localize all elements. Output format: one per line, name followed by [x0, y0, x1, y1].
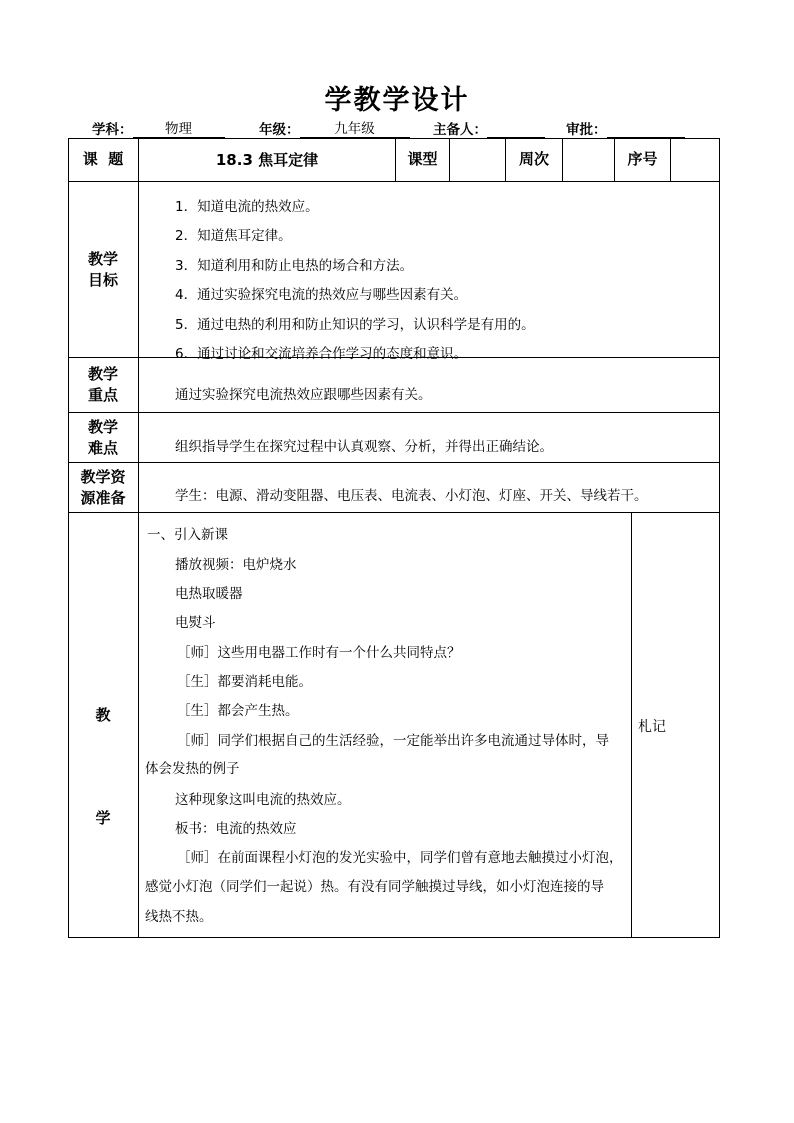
teaching-line: 电热取暖器: [175, 586, 243, 602]
teaching-line: ［师］这些用电器工作时有一个什么共同特点？: [177, 645, 461, 661]
seq-value-cell: [670, 138, 720, 181]
difficulties-label: 教学 难点: [87, 417, 118, 457]
teaching-line: 这种现象这叫电流的热效应。: [175, 792, 351, 808]
keypoints-cell: [138, 357, 720, 412]
resources-label: 教学资 源准备: [80, 467, 126, 507]
subject-field: [92, 118, 225, 138]
teaching-line: ［生］都要消耗电能。: [177, 674, 312, 690]
seq-label-cell: [614, 138, 670, 181]
grade-label: 年级：: [259, 122, 300, 138]
keypoints-text: 通过实验探究电流热效应跟哪些因素有关。: [175, 387, 432, 403]
notes-cell: [631, 512, 720, 938]
teaching-label-top: 教: [95, 706, 111, 724]
teaching-line: ［生］都会产生热。: [177, 703, 299, 719]
teaching-line: 线热不热。: [145, 909, 213, 925]
teaching-line: 感觉小灯泡（同学们一起说）热。有没有同学触摸过导线，如小灯泡连接的导: [145, 879, 604, 895]
preparer-value: [487, 122, 545, 138]
resources-label-cell: [68, 462, 138, 512]
teaching-line: 板书：电流的热效应: [175, 821, 297, 837]
grade-value: 九年级: [300, 122, 410, 138]
objective-item: 4．通过实验探究电流的热效应与哪些因素有关。: [175, 287, 468, 303]
subject-value: 物理: [133, 122, 225, 138]
review-value: [607, 122, 685, 138]
teaching-line: 播放视频：电炉烧水: [175, 557, 297, 573]
keypoints-label: 教学 重点: [87, 365, 118, 404]
resources-cell: [138, 462, 720, 512]
review-label: 审批：: [566, 122, 607, 138]
difficulties-text: 组织指导学生在探究过程中认真观察、分析，并得出正确结论。: [175, 439, 553, 455]
objectives-label: 教学 目标: [87, 249, 118, 289]
preparer-label: 主备人：: [433, 122, 487, 138]
objective-item: 6．通过讨论和交流培养合作学习的态度和意识。: [175, 346, 468, 362]
type-label-cell: [395, 138, 449, 181]
week-label-cell: [505, 138, 562, 181]
teaching-label-bottom: 学: [95, 809, 111, 827]
difficulties-label-cell: [68, 412, 138, 462]
objective-item: 1．知道电流的热效应。: [175, 199, 319, 215]
topic-value-cell: [138, 138, 395, 181]
week-value-cell: [562, 138, 614, 181]
objectives-cell: [138, 181, 720, 362]
seq-label: 序号: [627, 150, 658, 168]
document-title: 学教学设计: [324, 85, 470, 116]
subject-label: 学科：: [92, 122, 133, 138]
teaching-line: ［师］同学们根据自己的生活经验，一定能举出许多电流通过导体时，导: [177, 733, 609, 749]
type-value-cell: [449, 138, 505, 181]
review-field: [566, 118, 685, 138]
topic-value: 18.3 焦耳定律: [215, 151, 319, 169]
teaching-line: ［师］在前面课程小灯泡的发光实验中，同学们曾有意地去触摸过小灯泡，: [177, 850, 623, 866]
difficulties-cell: [138, 412, 720, 462]
teaching-line: 一、引入新课: [147, 527, 228, 543]
week-label: 周次: [518, 150, 549, 168]
notes-label: 札记: [638, 719, 666, 735]
type-label: 课型: [407, 150, 438, 168]
teaching-line: 电熨斗: [175, 615, 216, 631]
topic-label-cell: [68, 138, 138, 181]
objective-item: 3．知道利用和防止电热的场合和方法。: [175, 258, 414, 274]
objectives-label-cell: [68, 181, 138, 357]
topic-label: 课 题: [82, 150, 124, 168]
keypoints-label-cell: [68, 357, 138, 412]
teaching-line: 体会发热的例子: [145, 761, 240, 777]
resources-text: 学生：电源、滑动变阻器、电压表、电流表、小灯泡、灯座、开关、导线若干。: [175, 488, 648, 504]
preparer-field: [433, 118, 545, 138]
objective-item: 5．通过电热的利用和防止知识的学习，认识科学是有用的。: [175, 317, 535, 333]
objective-item: 2．知道焦耳定律。: [175, 228, 292, 244]
teaching-label-cell: [68, 512, 138, 938]
grade-field: [259, 118, 410, 138]
teaching-content-cell: [138, 512, 631, 938]
